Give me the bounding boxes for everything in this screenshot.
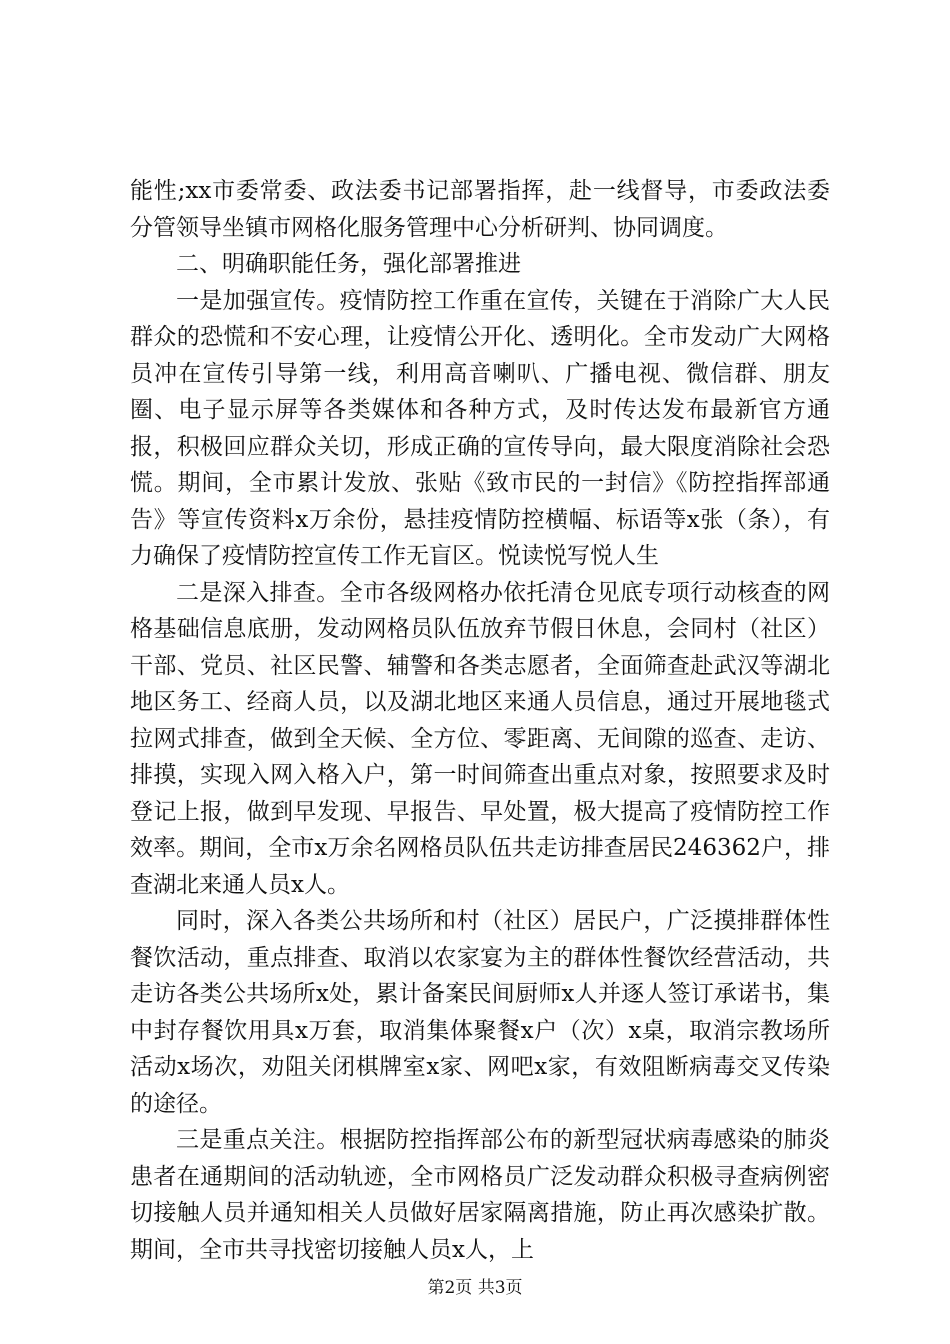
- paragraph: 同时，深入各类公共场所和村（社区）居民户，广泛摸排群体性餐饮活动，重点排查、取消以农家宴为主的群体性餐饮经营活动，共走访各类公共场所x处，累计备案民间厨师x人并逐人签订承诺书，集中封存餐饮用具x万套，取消集体聚餐x户（次）x桌，取消宗教场所活动x场次，劝阻关闭棋牌室x家、网吧x家，有效阻断病毒交叉传染的途径。: [130, 908, 830, 1117]
- paragraph: 二是深入排查。全市各级网格办依托清仓见底专项行动核查的网格基础信息底册，发动网格员队伍放弃节假日休息，会同村（社区）干部、党员、社区民警、辅警和各类志愿者，全面筛查赴武汉等湖北地区务工、经商人员，以及湖北地区来通人员信息，通过开展地毯式拉网式排查，做到全天候、全方位、零距离、无间隙的巡查、走访、排摸，实现入网入格入户，第一时间筛查出重点对象，按照要求及时登记上报，做到早发现、早报告、早处置，极大提高了疫情防控工作效率。期间，全市x万余名网格员队伍共走访排查居民246362户，排查湖北来通人员x人。: [130, 579, 830, 898]
- paragraph: 三是重点关注。根据防控指挥部公布的新型冠状病毒感染的肺炎患者在通期间的活动轨迹，全市网格员广泛发动群众积极寻查病例密切接触人员并通知相关人员做好居家隔离措施，防止再次感染扩散。期间，全市共寻找密切接触人员x人，上: [130, 1127, 830, 1263]
- paragraph: 能性;xx市委常委、政法委书记部署指挥，赴一线督导，市委政法委分管领导坐镇市网格化服务管理中心分析研判、协同调度。: [130, 178, 830, 241]
- paragraph: 一是加强宣传。疫情防控工作重在宣传，关键在于消除广大人民群众的恐慌和不安心理，让疫情公开化、透明化。全市发动广大网格员冲在宣传引导第一线，利用高音喇叭、广播电视、微信群、朋友圈、电子显示屏等各类媒体和各种方式，及时传达发布最新官方通报，积极回应群众关切，形成正确的宣传导向，最大限度消除社会恐慌。期间，全市累计发放、张贴《致市民的一封信》《防控指挥部通告》等宣传资料x万余份，悬挂疫情防控横幅、标语等x张（条），有力确保了疫情防控宣传工作无盲区。悦读悦写悦人生: [130, 287, 830, 569]
- paragraph: 二、明确职能任务，强化部署推进: [176, 251, 521, 277]
- document-body: [130, 173, 830, 1268]
- page-footer: 第2页 共3页: [427, 1278, 523, 1298]
